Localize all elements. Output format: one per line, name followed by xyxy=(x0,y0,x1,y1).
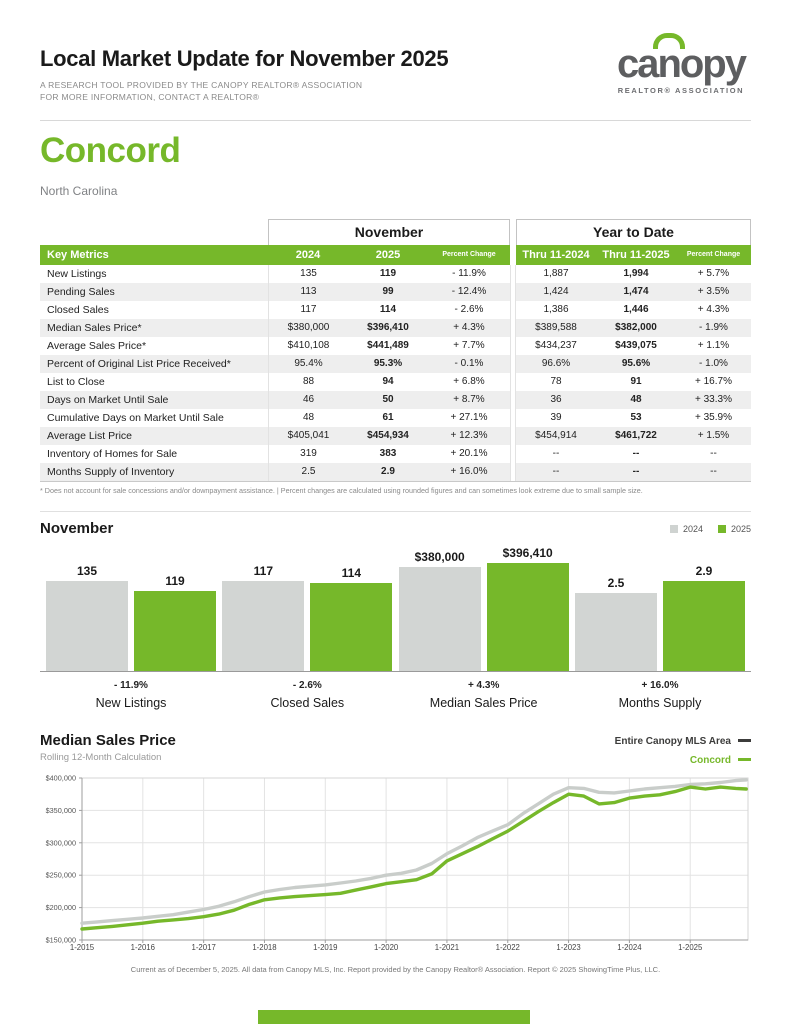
table-footnote: * Does not account for sale concessions and/or downpayment assistance. | Percent changes are calculated using rounded figures and can sometimes look extreme due to small sample size. xyxy=(40,485,643,495)
x-tick-label: 1-2025 xyxy=(678,942,703,952)
bar-value-label: 2.9 xyxy=(695,563,713,578)
metric-label: Percent of Original List Price Received* xyxy=(40,355,268,373)
col-header-percent-change: Percent Change xyxy=(428,245,510,265)
metric-label: Inventory of Homes for Sale xyxy=(47,447,178,460)
metric-value: + 1.1% xyxy=(697,340,730,352)
bar-column xyxy=(46,564,128,671)
metric-label: Cumulative Days on Market Until Sale xyxy=(47,411,224,424)
metric-value: - 0.1% xyxy=(428,355,510,373)
bar-group xyxy=(46,539,216,671)
metric-value: + 6.8% xyxy=(453,376,485,388)
table-row xyxy=(40,337,751,355)
legend-label-2025: 2025 xyxy=(730,523,751,534)
bar-group-caption xyxy=(399,672,569,710)
canopy-logo xyxy=(617,42,751,95)
table-bottom-border xyxy=(40,481,751,482)
bar-percent-change: + 16.0% xyxy=(641,679,679,691)
metric-value: 50 xyxy=(348,391,428,409)
metric-value: 2.9 xyxy=(348,463,428,481)
metric-value: 94 xyxy=(382,376,394,388)
metric-value: 114 xyxy=(379,304,397,316)
bar-value-label: 114 xyxy=(341,565,361,580)
metric-label: New Listings xyxy=(47,267,107,280)
bar-group-caption xyxy=(222,672,392,710)
metric-label: Closed Sales xyxy=(47,303,109,316)
metric-value: 1,474 xyxy=(596,283,676,301)
table-row xyxy=(40,445,751,463)
bottom-accent-bar xyxy=(258,1010,530,1024)
group-header-year-to-date: Year to Date xyxy=(516,219,751,245)
metric-value: 61 xyxy=(382,412,394,424)
metric-value: $380,000 xyxy=(268,319,348,337)
bar-2025 xyxy=(134,591,216,670)
metric-value: - 11.9% xyxy=(452,268,486,280)
bar-2025 xyxy=(663,581,745,671)
metric-value: $396,410 xyxy=(348,319,428,337)
metric-label: Average Sales Price* xyxy=(47,339,147,352)
x-tick-label: 1-2019 xyxy=(313,942,338,952)
metric-value: + 8.7% xyxy=(428,391,510,409)
metric-value: 39 xyxy=(550,412,562,424)
header-subtitle-line2: FOR MORE INFORMATION, CONTACT A REALTOR® xyxy=(40,92,260,103)
line-chart-subtitle: Rolling 12-Month Calculation xyxy=(40,751,162,763)
bar-chart-legend xyxy=(670,524,751,534)
report-header xyxy=(40,42,751,104)
page-title: Local Market Update for November 2025 xyxy=(40,46,449,71)
legend-label-2024: 2024 xyxy=(682,523,703,534)
y-tick-label: $150,000 xyxy=(45,935,76,945)
metric-value: $434,237 xyxy=(535,340,577,352)
metric-value: 319 xyxy=(268,445,348,463)
table-row xyxy=(40,373,751,391)
metric-value: + 4.3% xyxy=(428,319,510,337)
metric-value: 1,994 xyxy=(623,268,649,280)
bar-category-label: Closed Sales xyxy=(270,695,345,710)
legend-swatch-2024 xyxy=(670,525,678,533)
x-tick-label: 1-2020 xyxy=(373,942,399,952)
col-header-key-metrics: Key Metrics xyxy=(40,245,268,265)
y-tick-label: $200,000 xyxy=(45,902,76,912)
mls-area-line xyxy=(82,780,746,923)
metric-value: -- xyxy=(516,463,596,481)
x-tick-label: 1-2022 xyxy=(495,942,520,952)
x-tick-label: 1-2024 xyxy=(617,942,642,952)
metric-value: - 1.0% xyxy=(676,355,751,373)
logo-word-pre: ca xyxy=(616,42,658,86)
bar-2025 xyxy=(487,563,569,671)
x-tick-label: 1-2016 xyxy=(130,942,155,952)
metric-value: + 3.5% xyxy=(676,283,751,301)
col-header-percent-change-ytd: Percent Change xyxy=(676,245,751,265)
metric-value: 1,446 xyxy=(623,304,649,316)
bar-value-label: 117 xyxy=(253,563,273,578)
bar-chart-section xyxy=(40,511,751,710)
bar-chart-labels xyxy=(40,672,751,710)
bar-value-label: 135 xyxy=(76,563,98,578)
metric-value: $454,934 xyxy=(348,427,428,445)
bar-group-caption xyxy=(575,672,745,710)
metric-value: - 1.9% xyxy=(676,319,751,337)
metric-value: 1,887 xyxy=(543,268,569,280)
metric-value: $461,722 xyxy=(596,427,676,445)
metric-value: + 33.3% xyxy=(676,391,751,409)
bar-column xyxy=(575,576,657,671)
table-row xyxy=(40,265,751,283)
bar-percent-change: - 11.9% xyxy=(114,679,148,691)
metric-value: $410,108 xyxy=(268,337,348,355)
y-tick-label: $250,000 xyxy=(45,870,76,880)
metric-value: + 35.9% xyxy=(695,412,732,424)
metric-value: 46 xyxy=(268,391,348,409)
metric-label: Days on Market Until Sale xyxy=(40,391,268,409)
metric-value: 96.6% xyxy=(516,355,596,373)
dash-icon-green xyxy=(738,758,751,761)
metric-value: - 2.6% xyxy=(454,304,484,316)
y-tick-label: $350,000 xyxy=(45,805,76,815)
bar-2024 xyxy=(46,581,128,671)
report-footer: Current as of December 5, 2025. All data from Canopy MLS, Inc. Report provided by the Canopy Realtor® Association. Report © 2025 ShowingTime Plus, LLC. xyxy=(130,964,661,974)
line-chart-title-block xyxy=(40,732,176,763)
table-row xyxy=(40,463,751,481)
x-tick-label: 1-2023 xyxy=(556,942,581,952)
table-row xyxy=(40,427,751,445)
metric-value: 88 xyxy=(268,373,348,391)
col-header-thru-2025: Thru 11-2025 xyxy=(596,245,676,265)
bar-percent-change: - 2.6% xyxy=(292,679,322,691)
header-divider xyxy=(40,120,751,121)
group-header-november: November xyxy=(268,219,510,245)
table-row xyxy=(40,355,751,373)
logo-word-n: n xyxy=(657,42,679,86)
metric-value: -- xyxy=(676,463,751,481)
metric-value: + 7.7% xyxy=(453,340,485,352)
legend-swatch-2025 xyxy=(718,525,726,533)
bar-column xyxy=(222,564,304,671)
bar-category-label: Median Sales Price xyxy=(429,695,538,710)
metric-value: -- xyxy=(710,448,717,460)
metric-value: $454,914 xyxy=(516,427,596,445)
metric-value: 91 xyxy=(630,376,642,388)
metric-value: 1,424 xyxy=(516,283,596,301)
metrics-table-body xyxy=(40,265,751,481)
metric-value: 1,386 xyxy=(543,304,569,316)
bar-2024 xyxy=(222,581,304,671)
dash-icon-dark xyxy=(738,739,751,742)
line-chart xyxy=(40,770,751,956)
metric-value: + 5.7% xyxy=(697,268,730,280)
metric-value: 383 xyxy=(379,448,397,460)
metric-label: Months Supply of Inventory xyxy=(40,463,268,481)
metric-value: 119 xyxy=(379,268,397,280)
metric-value: 48 xyxy=(268,409,348,427)
metric-value: 36 xyxy=(516,391,596,409)
metric-value: 53 xyxy=(630,412,642,424)
table-row xyxy=(40,319,751,337)
table-row xyxy=(40,391,751,409)
bar-group xyxy=(399,539,569,671)
metric-value: - 12.4% xyxy=(428,283,510,301)
metric-value: 117 xyxy=(268,301,348,319)
metric-value: $382,000 xyxy=(596,319,676,337)
table-group-header-row xyxy=(40,219,751,245)
logo-word xyxy=(617,42,745,86)
bar-group-caption xyxy=(46,672,216,710)
metric-value: + 20.1% xyxy=(450,448,488,460)
table-row xyxy=(40,283,751,301)
metric-value: 95.4% xyxy=(268,355,348,373)
state-name: North Carolina xyxy=(40,183,118,198)
metric-value: $439,075 xyxy=(615,340,657,352)
legend-entire-mls: Entire Canopy MLS Area xyxy=(615,732,751,751)
metric-value: $405,041 xyxy=(268,427,348,445)
line-chart-title: Median Sales Price xyxy=(40,731,176,749)
metric-value: + 27.1% xyxy=(450,412,488,424)
metric-value: 78 xyxy=(550,376,562,388)
metric-label: List to Close xyxy=(47,375,105,388)
bar-group xyxy=(222,539,392,671)
table-row xyxy=(40,301,751,319)
x-tick-label: 1-2017 xyxy=(191,942,216,952)
col-header-2025: 2025 xyxy=(348,245,428,265)
metric-value: + 12.3% xyxy=(428,427,510,445)
bar-column xyxy=(134,574,216,670)
bar-column xyxy=(663,564,745,671)
col-header-thru-2024: Thru 11-2024 xyxy=(516,245,596,265)
key-metrics-table xyxy=(40,219,751,495)
metric-label: Pending Sales xyxy=(40,283,268,301)
city-name: Concord xyxy=(40,130,181,170)
metric-value: 135 xyxy=(268,265,348,283)
x-tick-label: 1-2015 xyxy=(69,942,95,952)
bar-value-label: $380,000 xyxy=(414,550,465,565)
bar-value-label: $396,410 xyxy=(502,545,553,560)
metric-value: 95.3% xyxy=(348,355,428,373)
metric-value: + 4.3% xyxy=(697,304,730,316)
bar-value-label: 2.5 xyxy=(607,576,625,591)
bar-chart-plot xyxy=(40,539,751,672)
metric-value: 48 xyxy=(596,391,676,409)
plot-border xyxy=(82,778,748,940)
metric-value: 113 xyxy=(268,283,348,301)
bar-value-label: 119 xyxy=(165,574,185,589)
line-chart-section xyxy=(40,732,751,961)
logo-word-post: opy xyxy=(679,42,745,86)
canopy-arc-icon xyxy=(653,33,685,49)
metric-value: + 1.5% xyxy=(676,427,751,445)
metric-label: Average List Price xyxy=(40,427,268,445)
table-header-row xyxy=(40,245,751,265)
header-subtitle-line1: A RESEARCH TOOL PROVIDED BY THE CANOPY REALTOR® ASSOCIATION xyxy=(40,80,363,90)
metric-value: $389,588 xyxy=(516,319,596,337)
bar-group xyxy=(575,539,745,671)
bar-chart-title: November xyxy=(40,519,114,537)
metric-value: 95.6% xyxy=(596,355,676,373)
metric-value: -- xyxy=(632,448,640,460)
x-tick-label: 1-2018 xyxy=(252,942,277,952)
metric-value: + 16.7% xyxy=(695,376,732,388)
col-header-2024: 2024 xyxy=(268,245,348,265)
metric-value: 2.5 xyxy=(268,463,348,481)
bar-percent-change: + 4.3% xyxy=(467,679,500,691)
metric-value: 99 xyxy=(348,283,428,301)
metric-label: Median Sales Price* xyxy=(40,319,268,337)
logo-tagline: REALTOR® ASSOCIATION xyxy=(617,86,745,95)
metric-value: -- xyxy=(596,463,676,481)
header-text-block xyxy=(40,46,448,104)
x-tick-label: 1-2021 xyxy=(434,942,460,952)
metric-value: + 16.0% xyxy=(428,463,510,481)
metric-value: -- xyxy=(552,448,560,460)
bar-column xyxy=(310,566,392,671)
bar-2025 xyxy=(310,583,392,671)
line-chart-legend xyxy=(615,732,751,770)
metric-value: $441,489 xyxy=(367,340,409,352)
table-row xyxy=(40,409,751,427)
y-tick-label: $300,000 xyxy=(45,837,76,847)
bar-2024 xyxy=(399,567,481,671)
y-tick-label: $400,000 xyxy=(45,773,76,783)
bar-column xyxy=(399,550,481,671)
bar-column xyxy=(487,546,569,671)
bar-category-label: New Listings xyxy=(95,695,167,710)
bar-2024 xyxy=(575,593,657,671)
bar-category-label: Months Supply xyxy=(618,695,702,710)
legend-concord: Concord xyxy=(615,751,751,770)
